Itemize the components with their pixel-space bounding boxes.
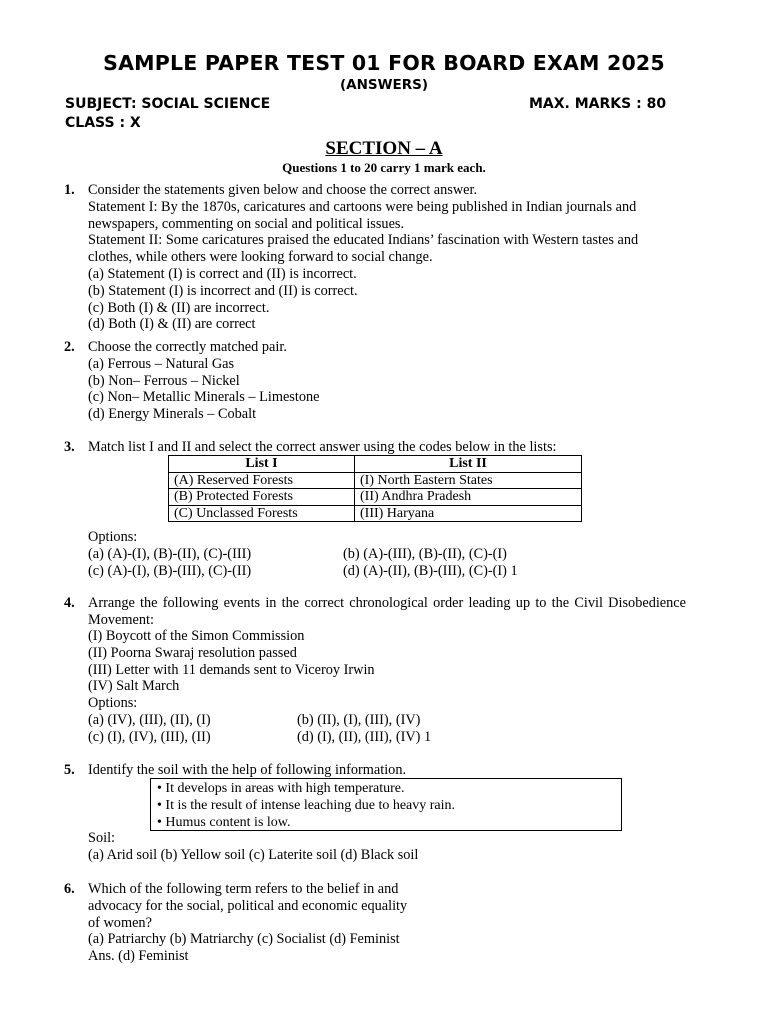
q2-line: Choose the correctly matched pair.	[88, 339, 287, 355]
question-1	[88, 182, 686, 333]
q6-line: Which of the following term refers to the belief in and	[88, 881, 399, 897]
question-1-number: 1.	[64, 182, 75, 198]
q4-option-b: (b) (II), (I), (III), (IV)	[297, 712, 421, 728]
question-2	[88, 339, 686, 423]
table-cell: (C) Unclassed Forests	[169, 505, 355, 522]
q5-soil-label: Soil:	[88, 830, 116, 846]
q6-answer: Ans. (d) Feminist	[88, 948, 189, 965]
q1-line: Consider the statements given below and choose the correct answer.	[88, 182, 478, 198]
question-6	[88, 881, 686, 965]
question-5-stem: Identify the soil with the help of following information.	[88, 762, 407, 778]
q2-option: (a) Ferrous – Natural Gas	[88, 355, 235, 372]
question-6-number: 6.	[64, 881, 75, 897]
q1-line: Statement I: By the 1870s, caricatures and cartoons were being published in Indian journals and	[88, 198, 637, 215]
table-row	[169, 489, 582, 506]
q1-option: (c) Both (I) & (II) are incorrect.	[88, 299, 270, 316]
soil-info-item: • It develops in areas with high temperature.	[157, 781, 405, 796]
question-3-stem: Match list I and II and select the correct answer using the codes below in the lists:	[88, 439, 557, 455]
table-cell: (B) Protected Forests	[169, 489, 355, 506]
q4-event: (I) Boycott of the Simon Commission	[88, 628, 305, 644]
table-header-row	[169, 456, 582, 473]
q2-option: (b) Non– Ferrous – Nickel	[88, 372, 240, 389]
question-3-number: 3.	[64, 439, 75, 455]
q3-option-a: (a) (A)-(I), (B)-(II), (C)-(III)	[88, 546, 252, 562]
table-cell: (II) Andhra Pradesh	[355, 489, 582, 506]
section-note: Questions 1 to 20 carry 1 mark each.	[282, 160, 486, 175]
q4-option-d: (d) (I), (II), (III), (IV) 1	[297, 729, 432, 745]
question-4-number: 4.	[64, 595, 75, 611]
q2-option: (c) Non– Metallic Minerals – Limestone	[88, 389, 320, 406]
soil-info-box	[150, 778, 622, 831]
paper-title: SAMPLE PAPER TEST 01 FOR BOARD EXAM 2025	[103, 51, 665, 75]
table-cell: (III) Haryana	[355, 505, 582, 522]
q6-line: of women?	[88, 914, 152, 931]
table-header: List I	[169, 456, 355, 473]
question-5-number: 5.	[64, 762, 75, 778]
question-4-stem: Arrange the following events in the correct chronological order leading up to the Civil Disobedience Movement:	[88, 595, 686, 628]
q4-option-c: (c) (I), (IV), (III), (II)	[88, 729, 211, 745]
q4-event: (IV) Salt March	[88, 678, 180, 695]
q3-options-label: Options:	[88, 529, 138, 545]
paper-subtitle: (ANSWERS)	[339, 77, 429, 93]
q3-option-d: (d) (A)-(II), (B)-(III), (C)-(I) 1	[343, 563, 518, 579]
q5-options: (a) Arid soil (b) Yellow soil (c) Laterite soil (d) Black soil	[88, 847, 419, 863]
table-header: List II	[355, 456, 582, 473]
q4-event: (II) Poorna Swaraj resolution passed	[88, 644, 297, 661]
section-title: SECTION – A	[325, 138, 443, 159]
table-cell: (A) Reserved Forests	[169, 472, 355, 489]
q4-event: (III) Letter with 11 demands sent to Viceroy Irwin	[88, 661, 375, 678]
soil-info-item: • Humus content is low.	[157, 815, 291, 830]
q1-option: (b) Statement (I) is incorrect and (II) is correct.	[88, 282, 358, 299]
soil-info-item: • It is the result of intense leaching due to heavy rain.	[157, 798, 456, 813]
q1-line: clothes, while others were looking forward to social change.	[88, 249, 433, 266]
max-marks-label: MAX. MARKS : 80	[529, 96, 667, 112]
q4-option-a: (a) (IV), (III), (II), (I)	[88, 712, 211, 728]
question-4	[88, 628, 686, 712]
question-2-number: 2.	[64, 339, 75, 355]
table-row	[169, 505, 582, 522]
q2-option: (d) Energy Minerals – Cobalt	[88, 406, 257, 423]
q1-line: Statement II: Some caricatures praised the educated Indians’ fascination with Western tastes and	[88, 232, 639, 249]
q1-line: newspapers, commenting on social and political issues.	[88, 215, 405, 232]
match-table	[168, 455, 582, 522]
table-cell: (I) North Eastern States	[355, 472, 582, 489]
q3-option-b: (b) (A)-(III), (B)-(II), (C)-(I)	[343, 546, 507, 562]
q1-option: (d) Both (I) & (II) are correct	[88, 316, 256, 333]
q6-line: advocacy for the social, political and economic equality	[88, 897, 408, 914]
q6-option: (a) Patriarchy (b) Matriarchy (c) Socialist (d) Feminist	[88, 931, 400, 948]
subject-label: SUBJECT: SOCIAL SCIENCE	[65, 96, 271, 112]
q1-option: (a) Statement (I) is correct and (II) is incorrect.	[88, 265, 357, 282]
class-label: CLASS : X	[65, 115, 141, 131]
table-row	[169, 472, 582, 489]
q4-options-label: Options:	[88, 695, 138, 712]
q3-option-c: (c) (A)-(I), (B)-(III), (C)-(II)	[88, 563, 252, 579]
